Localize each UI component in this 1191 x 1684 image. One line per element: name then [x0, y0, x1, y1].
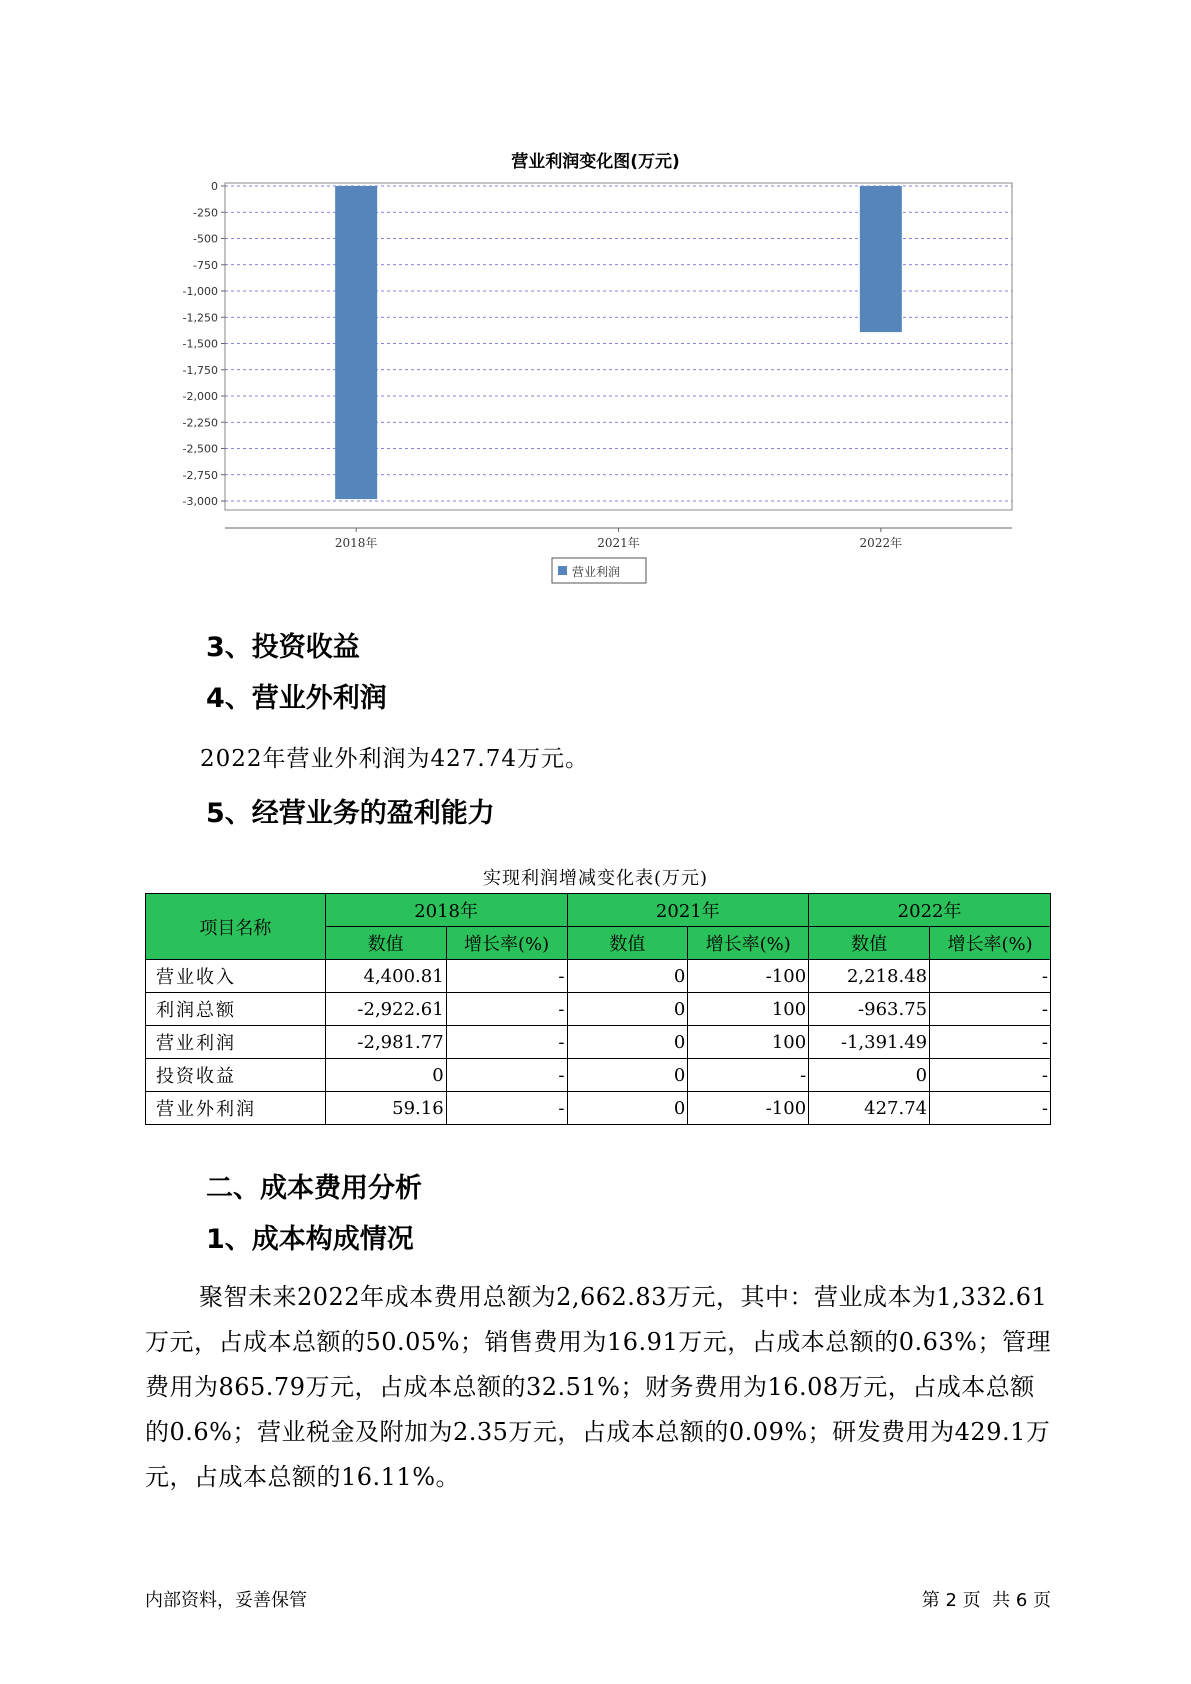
operating-profit-chart: [0, 0, 1191, 600]
y-tick-label: -2,500: [182, 442, 218, 456]
cell: -: [446, 993, 567, 1026]
header-year: 2018年: [325, 894, 567, 927]
cell: 59.16: [325, 1092, 446, 1125]
cell: 0: [567, 1026, 688, 1059]
cell: -: [930, 1092, 1051, 1125]
y-tick-label: -750: [193, 258, 218, 272]
cost-paragraph-text: 聚智未来2022年成本费用总额为2,662.83万元，其中：营业成本为1,332.61万元，占成本总额的50.05%；销售费用为16.91万元，占成本总额的0.63%；管理费用为865.79万元，占成本总额的32.51%；财务费用为16.08万元，占成本总额的0.6%；营业税金及附加为2.35万元，占成本总额的0.09%；研发费用为429.1万元，占成本总额的16.11%。: [145, 1283, 1051, 1491]
table-caption: 实现利润增减变化表(万元): [482, 868, 709, 889]
cell: -: [688, 1059, 809, 1092]
heading-nonoperating-profit: 4、营业外利润: [206, 683, 387, 714]
legend-label: 营业利润: [572, 565, 621, 579]
cell: 0: [325, 1059, 446, 1092]
heading-profitability: 5、经营业务的盈利能力: [206, 798, 495, 829]
cell: -: [446, 1059, 567, 1092]
row-name: 营业利润: [146, 1026, 326, 1059]
cell: -: [446, 1026, 567, 1059]
cell: 0: [809, 1059, 930, 1092]
cell: 0: [567, 960, 688, 993]
cell: 427.74: [809, 1092, 930, 1125]
y-tick-label: -250: [193, 206, 218, 220]
cell: -100: [688, 1092, 809, 1125]
header-growth: 增长率(%): [930, 927, 1051, 960]
profit-change-table: [145, 893, 1051, 1125]
nonoperating-profit-text: 2022年营业外利润为427.74万元。: [200, 746, 590, 772]
header-value: 数值: [567, 927, 688, 960]
table-row: [146, 960, 1051, 993]
legend-swatch: [558, 566, 567, 575]
y-tick-label: -2,250: [182, 416, 218, 430]
chart-title: 营业利润变化图(万元): [511, 152, 680, 172]
header-year: 2021年: [567, 894, 809, 927]
cell: -: [446, 960, 567, 993]
table-row: [146, 993, 1051, 1026]
table-row: [146, 1092, 1051, 1125]
cell: 0: [567, 1059, 688, 1092]
heading-investment-income: 3、投资收益: [206, 632, 360, 663]
header-growth: 增长率(%): [688, 927, 809, 960]
cell: -: [930, 1059, 1051, 1092]
cell: 0: [567, 993, 688, 1026]
cell: 0: [567, 1092, 688, 1125]
y-tick-label: -500: [193, 232, 218, 246]
cell: 4,400.81: [325, 960, 446, 993]
footer-confidential: 内部资料，妥善保管: [145, 1590, 307, 1611]
row-name: 利润总额: [146, 993, 326, 1026]
cell: -: [930, 960, 1051, 993]
y-tick-label: -2,000: [182, 390, 218, 403]
y-tick-label: -1,500: [182, 337, 218, 351]
bar: [860, 186, 902, 332]
row-name: 营业收入: [146, 960, 326, 993]
table-row: [146, 1026, 1051, 1059]
table-row: [146, 1059, 1051, 1092]
cell: 2,218.48: [809, 960, 930, 993]
cell: -: [930, 1026, 1051, 1059]
cell: -1,391.49: [809, 1026, 930, 1059]
header-item-name: 项目名称: [146, 894, 326, 960]
y-tick-label: -1,250: [182, 311, 218, 325]
x-tick-label: 2022年: [859, 536, 903, 550]
header-value: 数值: [809, 927, 930, 960]
header-value: 数值: [325, 927, 446, 960]
cell: -: [930, 993, 1051, 1026]
cell: 100: [688, 993, 809, 1026]
y-tick-label: -1,000: [182, 285, 218, 298]
cell: 100: [688, 1026, 809, 1059]
y-tick-label: -3,000: [182, 495, 218, 508]
row-name: 营业外利润: [146, 1092, 326, 1125]
bar: [335, 186, 377, 499]
cost-paragraph: [145, 1275, 1055, 1500]
x-tick-label: 2021年: [597, 536, 640, 550]
cell: -2,981.77: [325, 1026, 446, 1059]
cell: -: [446, 1092, 567, 1125]
header-year: 2022年: [809, 894, 1051, 927]
row-name: 投资收益: [146, 1059, 326, 1092]
cell: -100: [688, 960, 809, 993]
y-tick-label: -1,750: [182, 363, 218, 377]
cell: -963.75: [809, 993, 930, 1026]
page-number: 第 2 页 共 6 页: [921, 1590, 1051, 1611]
x-tick-label: 2018年: [334, 536, 378, 550]
heading-cost-composition: 1、成本构成情况: [206, 1224, 414, 1255]
cell: -2,922.61: [325, 993, 446, 1026]
heading-cost-analysis: 二、成本费用分析: [206, 1173, 422, 1204]
y-tick-label: -2,750: [182, 468, 218, 482]
header-growth: 增长率(%): [446, 927, 567, 960]
y-tick-label: 0: [211, 180, 218, 193]
